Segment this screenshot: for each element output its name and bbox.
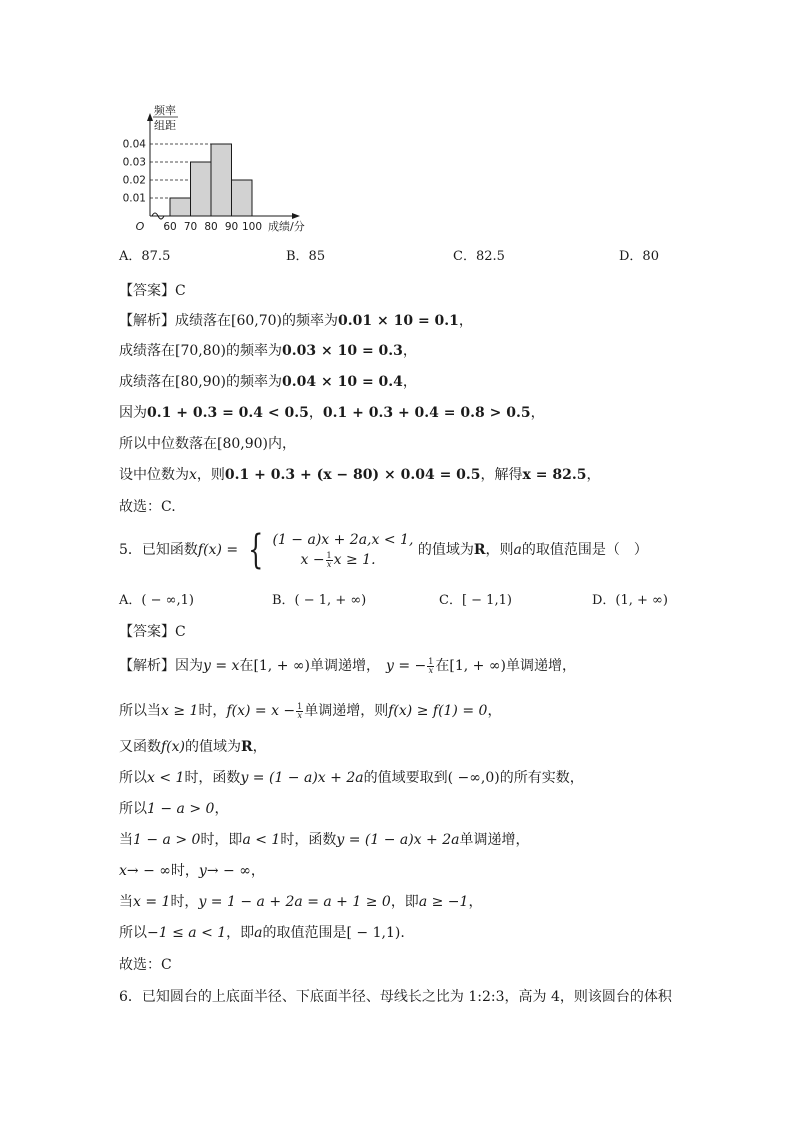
q4-conclusion: 故选：C. [119, 499, 176, 515]
q5-explanation-line-5: 所以1 − a > 0， [119, 801, 229, 817]
q5-explanation-line-1: 【解析】因为y = x在[1, + ∞)单调递增， y = − $\frac{1}{x}$ 在[1, + ∞)单调递增， [119, 656, 576, 675]
x-tick-label: 80 [204, 221, 218, 232]
histogram-bar [232, 180, 253, 216]
q4-explanation-line-2: 成绩落在[70,80)的频率为0.03 × 10 = 0.3， [119, 343, 417, 359]
q5-explanation-line-4: 所以x < 1时，函数y = (1 − a)x + 2a的值域要取到( −∞,0)的所有实数， [119, 770, 584, 786]
y-tick-label: 0.03 [122, 156, 146, 169]
histogram-bar [170, 198, 191, 216]
y-axis-arrow [147, 113, 153, 121]
q5-explanation-line-9: 所以−1 ≤ a < 1，即a的取值范围是[ − 1,1). [119, 925, 405, 941]
q5-explanation-line-6: 当1 − a > 0时，即a < 1时，函数y = (1 − a)x + 2a单调递增， [119, 832, 530, 848]
y-tick-label: 0.04 [122, 138, 146, 151]
y-label-numerator: 频率 [154, 104, 176, 117]
q5-stem: 5．已知函数f(x) = { (1 − a)x + 2a,x < 1, x − $\frac{1}{x}$ x ≥ 1. 的值域为R，则a的取值范围是（ ） [119, 527, 648, 573]
q4-explanation-line-1: 【解析】成绩落在[60,70)的频率为0.01 × 10 = 0.1， [119, 313, 473, 329]
q4-explanation-line-4: 因为0.1 + 0.3 = 0.4 < 0.5，0.1 + 0.3 + 0.4 = 0.8 > 0.5， [119, 405, 545, 421]
q5-option-a: A．( − ∞,1) [119, 593, 194, 608]
q5-option-b: B．( − 1, + ∞) [272, 593, 367, 608]
y-tick-label: 0.01 [122, 192, 146, 205]
x-tick-label: 100 [241, 221, 263, 232]
q5-explanation-line-3: 又函数f(x)的值域为R， [119, 739, 267, 755]
q6-stem: 6．已知圆台的上底面半径、下底面半径、母线长之比为 1:2:3，高为 4，则该圆台的体积 [119, 989, 672, 1005]
frequency-histogram [110, 102, 310, 232]
q5-explanation-line-7: x→ − ∞时，y→ − ∞， [119, 863, 265, 879]
x-axis-label: 成绩/分 [268, 220, 305, 232]
q4-explanation-line-5: 所以中位数落在[80,90)内， [119, 436, 297, 452]
q5-conclusion: 故选：C [119, 957, 172, 973]
q4-answer: 【答案】C [119, 283, 186, 299]
q5-explanation-line-2: 所以当x ≥ 1时，f(x) = x − $\frac{1}{x}$ 单调递增，则f(x) ≥ f(1) = 0， [119, 701, 502, 720]
y-tick-label: 0.02 [122, 174, 146, 187]
q5-option-d: D．(1, + ∞) [592, 593, 668, 608]
histogram-bar [211, 144, 232, 216]
x-axis-arrow [292, 213, 300, 219]
x-tick-label: 70 [183, 221, 198, 232]
q5-answer: 【答案】C [119, 624, 186, 640]
q5-option-c: C．[ − 1,1) [439, 593, 512, 608]
piecewise-cases: (1 − a)x + 2a,x < 1, x − $\frac{1}{x}$ x ≥ 1. [272, 532, 414, 569]
x-tick-label: 90 [224, 221, 239, 232]
y-label-denominator: 组距 [154, 119, 176, 132]
q4-option-b: B．85 [286, 249, 326, 264]
q4-option-c: C．82.5 [453, 249, 505, 264]
q4-explanation-line-3: 成绩落在[80,90)的频率为0.04 × 10 = 0.4， [119, 374, 417, 390]
piecewise-brace: { [247, 527, 263, 573]
x-tick-label: 60 [163, 221, 177, 232]
histogram-bar [191, 162, 212, 216]
q4-option-d: D．80 [619, 249, 659, 264]
q5-explanation-line-8: 当x = 1时，y = 1 − a + 2a = a + 1 ≥ 0，即a ≥ −1， [119, 894, 483, 910]
q4-option-a: A．87.5 [119, 249, 171, 264]
q4-explanation-line-6: 设中位数为x，则0.1 + 0.3 + (x − 80) × 0.04 = 0.5，解得x = 82.5， [119, 467, 601, 483]
origin-label: O [135, 220, 145, 232]
